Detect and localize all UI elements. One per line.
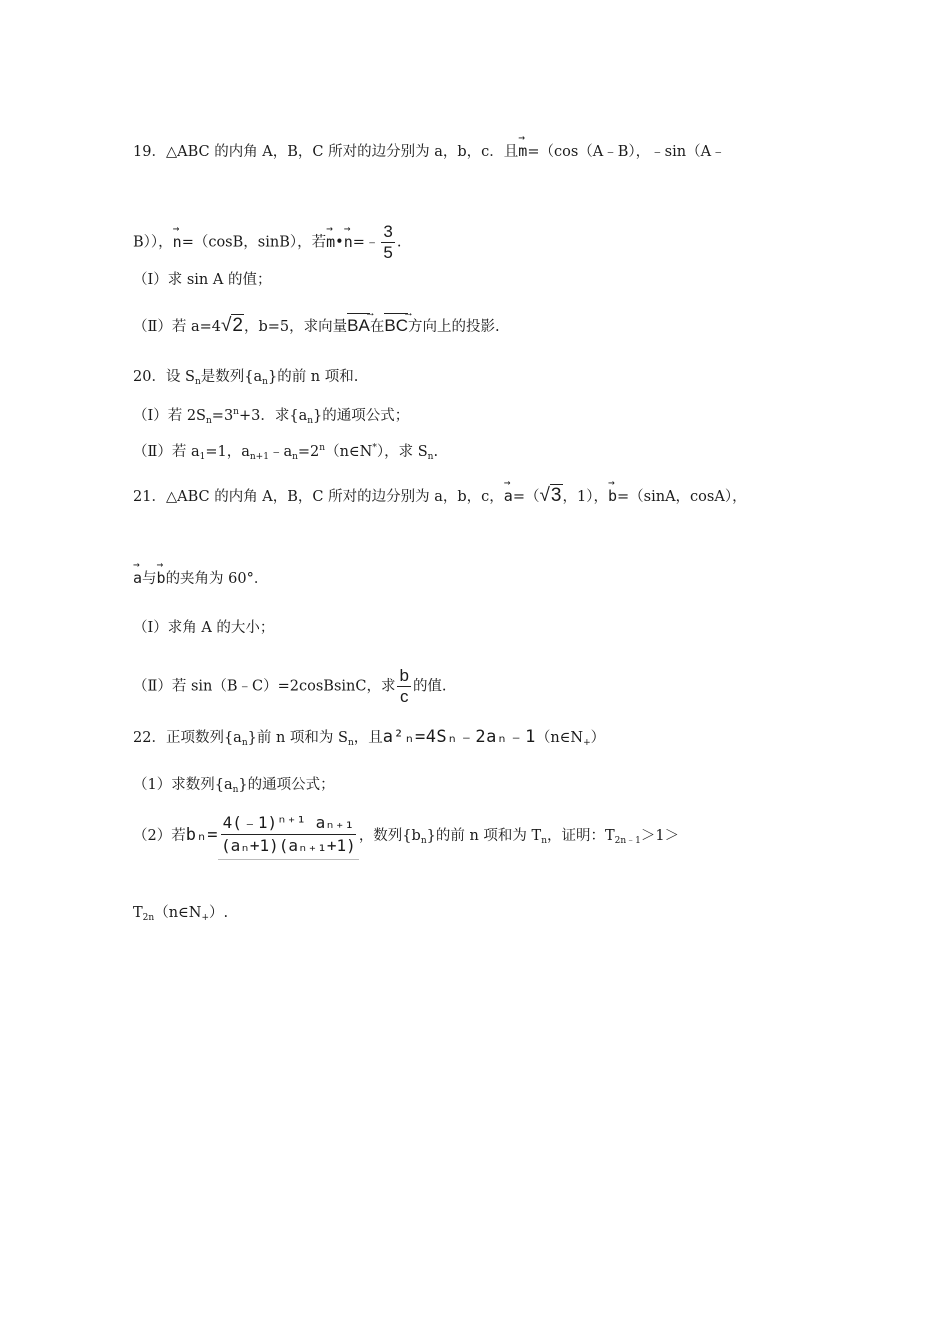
subscript: n: [427, 452, 434, 462]
q22-part-2: [133, 812, 679, 864]
text: ，数列{b: [358, 828, 421, 844]
text: （n∈N: [154, 905, 202, 921]
q21-part-1: （Ⅰ）求角 A 的大小；: [133, 620, 275, 636]
fraction-b-c: [397, 666, 410, 707]
subscript: 2n: [142, 913, 155, 923]
text: =2: [297, 444, 320, 460]
sqrt-2: √2: [220, 315, 243, 336]
text: =1，a: [205, 444, 250, 460]
period: .: [396, 234, 402, 251]
text: 20．设 S: [133, 369, 195, 385]
text: }的前 n 项和为 T: [426, 828, 542, 844]
subscript: n: [307, 416, 314, 426]
text: ﹣a: [268, 444, 293, 460]
radicand: 3: [550, 485, 562, 506]
vector-a: → a: [133, 568, 142, 588]
subscript: 2n﹣1: [614, 836, 641, 846]
vector-a: → a: [504, 486, 513, 506]
subscript: n: [541, 836, 547, 846]
fraction-numerator: 4(﹣1)ⁿ⁺¹ aₙ₊₁: [221, 812, 356, 835]
text: 是数列{a: [200, 369, 263, 385]
superscript: n: [319, 443, 326, 453]
text: 的夹角为 60°．: [165, 571, 269, 587]
q19-part-2: [133, 316, 500, 337]
recurrence-equation: a²ₙ=4Sₙ﹣2aₙ﹣1: [382, 727, 536, 747]
text: （1）求数列{a: [133, 777, 233, 793]
bn-fraction: [218, 812, 359, 860]
vector-b: → b: [608, 486, 617, 506]
text: （Ⅱ）若 sin（B﹣C）=2cosBsinC，求: [133, 678, 396, 695]
q19-m-components: =（cos（A﹣B），﹣sin（A﹣: [527, 144, 726, 160]
q19-n-components: =（cosB，sinB），若: [181, 234, 327, 251]
text: 21．△ABC 的内角 A，B，C 所对的边分别为 a，b，c，: [133, 489, 504, 505]
text: ，1），: [562, 489, 608, 505]
fraction-denominator: 5: [383, 243, 393, 262]
q19-part-1: （Ⅰ）求 sin A 的值；: [133, 272, 272, 288]
subscript: n: [262, 377, 268, 387]
text: 22．正项数列{a: [133, 730, 242, 746]
text: T: [133, 905, 143, 921]
subscript: n: [292, 452, 298, 462]
subscript: n: [347, 738, 354, 748]
text: 与: [142, 571, 157, 587]
text: ），求 S: [376, 444, 428, 460]
text: ＞1＞: [640, 828, 680, 844]
subscript: n: [420, 836, 427, 846]
subscript: n: [241, 738, 248, 748]
q19-part-2-text: 在: [369, 319, 385, 335]
bn-definition-lhs: bₙ=: [185, 825, 218, 845]
dot-product: •: [335, 234, 344, 251]
text: （2）若: [133, 828, 186, 844]
text: 的值.: [412, 678, 447, 695]
text: .: [433, 444, 439, 460]
subscript: n: [195, 377, 201, 387]
text: }的前 n 项和.: [267, 369, 359, 385]
q19-line-2: [133, 222, 401, 263]
fraction-denominator: c: [399, 687, 409, 706]
superscript: n: [233, 407, 239, 417]
q19-stem: 19．△ABC 的内角 A，B，C 所对的边分别为 a，b，c．且: [133, 144, 519, 160]
text: +3．求{a: [238, 408, 308, 424]
radicand: 2: [232, 315, 243, 336]
sqrt-3: √3: [539, 485, 562, 506]
subscript: +: [201, 913, 210, 923]
q20-title: [133, 367, 358, 392]
text: }的通项公式；: [238, 777, 335, 793]
q20-part-1: [133, 402, 409, 431]
text: ）.: [209, 905, 229, 921]
text: （Ⅰ）若 2S: [133, 408, 206, 424]
equals-negative: =﹣: [352, 234, 380, 251]
text: }的通项公式；: [313, 408, 410, 424]
text: ）: [590, 730, 606, 746]
vector-b: → b: [157, 568, 166, 588]
vector-bc: BC →: [384, 316, 408, 336]
superscript: *: [372, 443, 377, 453]
subscript: n: [232, 785, 239, 795]
fraction-numerator: 3: [383, 222, 393, 241]
subscript: n+1: [249, 452, 269, 462]
subscript: 1: [199, 452, 206, 462]
q21-line-2: [133, 568, 268, 589]
q21-line-1: [133, 486, 747, 507]
fraction-numerator: b: [399, 666, 409, 685]
subscript: +: [583, 738, 591, 748]
fraction-3-5: [381, 222, 394, 263]
text: （n∈N: [325, 444, 373, 460]
vector-n: → n: [173, 232, 182, 252]
vector-n: → n: [344, 232, 353, 252]
text: ，且: [353, 730, 383, 746]
q22-title: [133, 727, 605, 753]
q22-line-3: [133, 903, 228, 928]
vector-ba: BA →: [347, 316, 370, 336]
q19-part-2-text: ，b=5，求向量: [244, 319, 348, 335]
text: =3: [211, 408, 234, 424]
text: =（sinA，cosA），: [617, 489, 747, 505]
q22-part-1: [133, 775, 335, 800]
text: ，证明：T: [546, 828, 615, 844]
vector-m: → m: [326, 232, 335, 252]
text: （Ⅱ）若 a: [133, 444, 200, 460]
q19-part-2-text: （Ⅱ）若 a=4: [133, 319, 221, 335]
q20-part-2: [133, 438, 438, 467]
text: =（: [512, 489, 540, 505]
text: （n∈N: [535, 730, 584, 746]
fraction-denominator: (aₙ+1)(aₙ₊₁+1): [220, 836, 356, 855]
q21-part-2: [133, 666, 447, 707]
q19-line-1: [133, 141, 726, 162]
q19-part-2-text: 方向上的投影.: [407, 319, 500, 335]
subscript: n: [206, 416, 212, 426]
q19-m-components-end: B）），: [133, 234, 173, 251]
vector-m: → m: [518, 141, 527, 161]
text: }前 n 项和为 S: [247, 730, 348, 746]
